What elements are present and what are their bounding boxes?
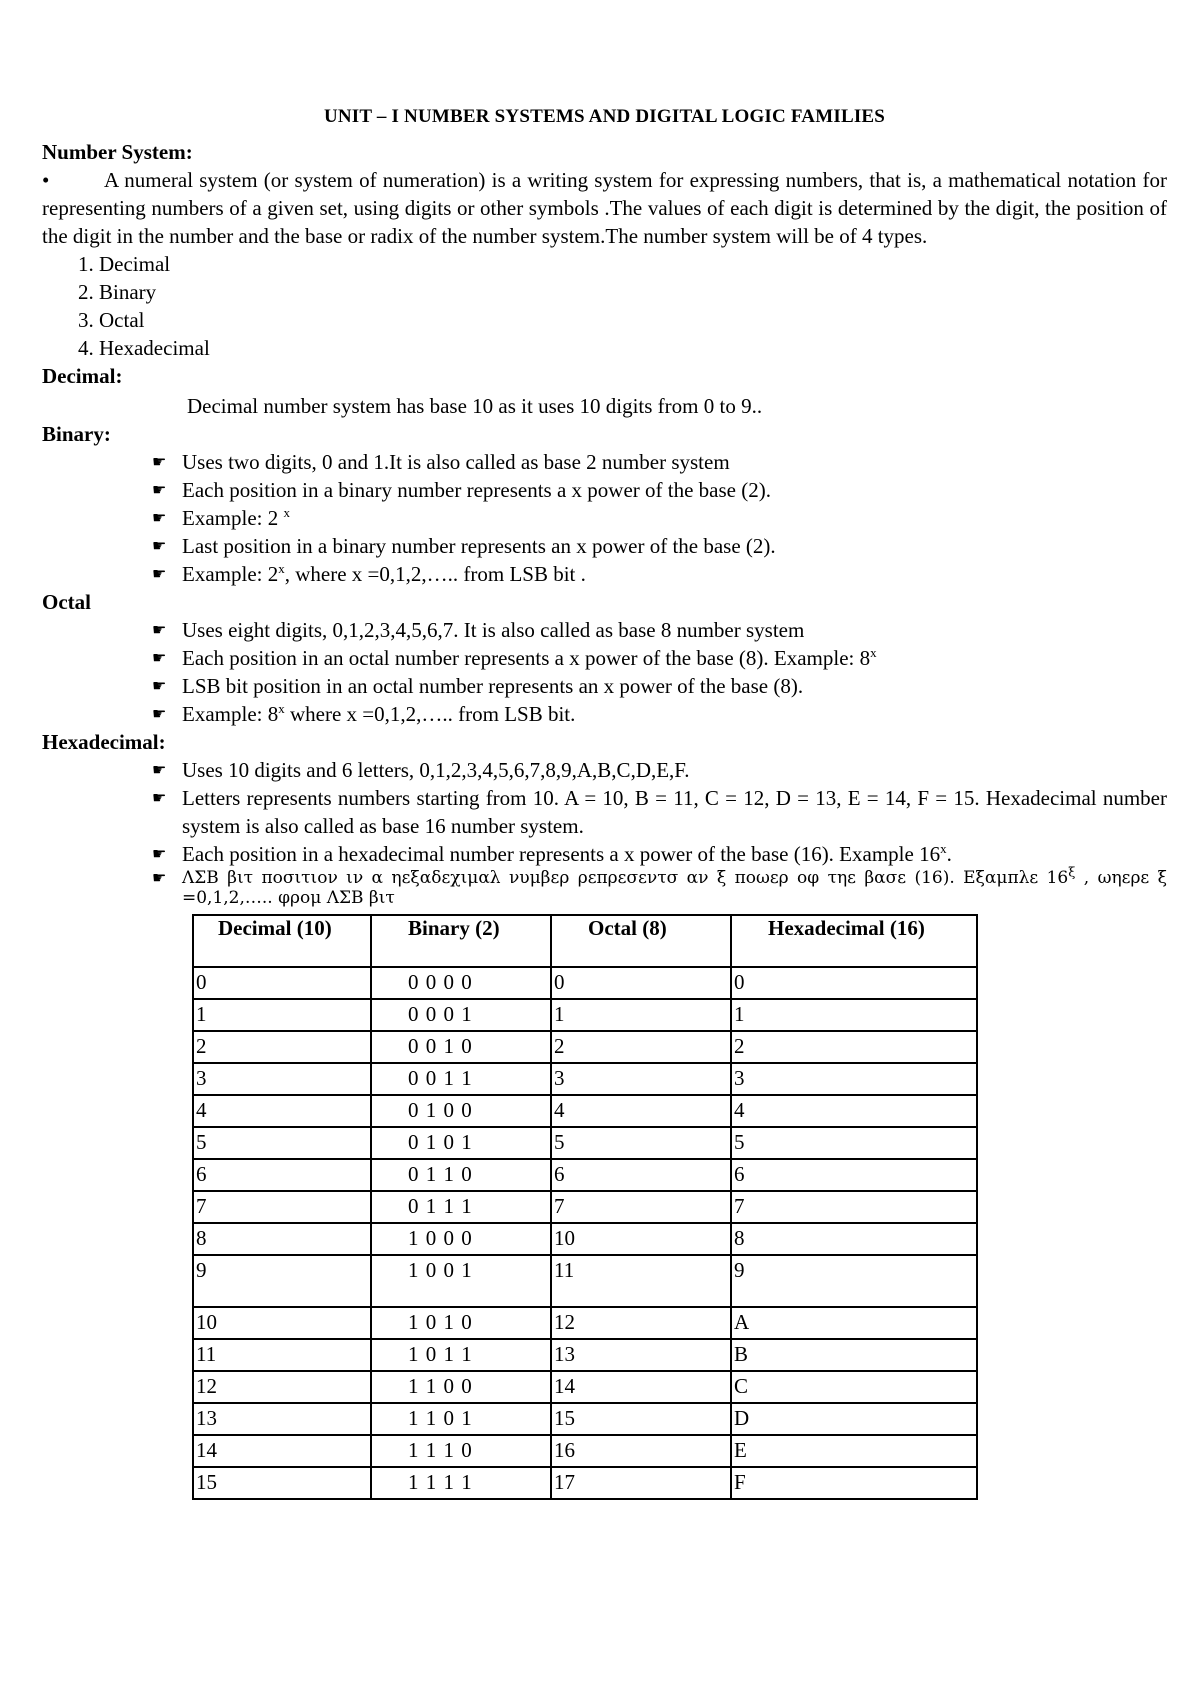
table-header-row (193, 915, 977, 967)
cell-decimal: 13 (193, 1403, 371, 1435)
number-system-heading: Number System: (42, 140, 193, 164)
number-system-text: A numeral system (or system of numeration) is a writing system for expressing numbers, that is, a mathematical notation for representing numbers of a given set, using digits or other symbols .The values of each digit is determined by the digit, the position of the digit in the number and the base or radix of the number system.The number system will be of 4 types. (42, 168, 1167, 248)
cell-octal: 11 (551, 1255, 731, 1307)
cell-octal: 14 (551, 1371, 731, 1403)
list-item-text: where x =0,1,2,….. from LSB bit. (284, 702, 576, 726)
cell-binary: 0 1 1 0 (371, 1159, 551, 1191)
pointing-hand-icon: ☛ (152, 760, 167, 779)
cell-hexadecimal: D (731, 1403, 977, 1435)
cell-hexadecimal: 7 (731, 1191, 977, 1223)
pointing-hand-icon: ☛ (152, 676, 167, 695)
list-item-text: Each position in an octal number represents a x power of the base (8). Example: 8 (182, 646, 871, 670)
cell-octal: 4 (551, 1095, 731, 1127)
cell-hexadecimal: 0 (731, 967, 977, 999)
pointing-hand-icon: ☛ (152, 788, 167, 807)
cell-hexadecimal: 9 (731, 1255, 977, 1307)
type-item: 3. Octal (78, 308, 145, 332)
number-system-paragraph (42, 166, 1167, 250)
list-item-text: Example: 2 (182, 562, 279, 586)
hexadecimal-heading: Hexadecimal: (42, 730, 166, 754)
list-item (150, 476, 1167, 504)
cell-octal: 2 (551, 1031, 731, 1063)
cell-octal: 6 (551, 1159, 731, 1191)
table-row (193, 1127, 977, 1159)
cell-binary: 1 0 1 0 (371, 1307, 551, 1339)
cell-hexadecimal: A (731, 1307, 977, 1339)
list-item-text: Last position in a binary number represents an x power of the base (2). (182, 534, 776, 558)
table-row (193, 1371, 977, 1403)
cell-decimal: 4 (193, 1095, 371, 1127)
cell-binary: 1 1 0 0 (371, 1371, 551, 1403)
cell-decimal: 14 (193, 1435, 371, 1467)
table-row (193, 1339, 977, 1371)
pointing-hand-icon: ☛ (152, 508, 167, 527)
table-row (193, 1063, 977, 1095)
table-row (193, 1095, 977, 1127)
octal-heading: Octal (42, 590, 91, 614)
cell-decimal: 9 (193, 1255, 371, 1307)
cell-octal: 15 (551, 1403, 731, 1435)
list-item-text: Each position in a binary number represents a x power of the base (2). (182, 478, 771, 502)
table-row (193, 1159, 977, 1191)
cell-decimal: 7 (193, 1191, 371, 1223)
cell-octal: 16 (551, 1435, 731, 1467)
decimal-text: Decimal number system has base 10 as it uses 10 digits from 0 to 9.. (187, 394, 763, 418)
list-item-text: Example: 8 (182, 702, 279, 726)
table-row (193, 1191, 977, 1223)
cell-binary: 1 1 0 1 (371, 1403, 551, 1435)
cell-decimal: 5 (193, 1127, 371, 1159)
list-item (150, 644, 1167, 672)
garbled-text: ΛΣΒ βιτ ποσιτιον ιν α ηεξαδεχιμαλ νυμβερ ρεπρεσεντσ αν ξ ποωερ οφ τηε βασε (16). Εξαμπλε 16 (182, 868, 1069, 888)
cell-octal: 5 (551, 1127, 731, 1159)
cell-hexadecimal: C (731, 1371, 977, 1403)
list-item (150, 532, 1167, 560)
list-item-text: Uses 10 digits and 6 letters, 0,1,2,3,4,5,6,7,8,9,A,B,C,D,E,F. (182, 758, 690, 782)
cell-decimal: 1 (193, 999, 371, 1031)
list-item (150, 504, 1167, 532)
list-item-text: Each position in a hexadecimal number represents a x power of the base (16). Example 16 (182, 842, 941, 866)
cell-hexadecimal: 1 (731, 999, 977, 1031)
table-row (193, 1467, 977, 1499)
list-item (150, 784, 1167, 840)
cell-hexadecimal: E (731, 1435, 977, 1467)
list-item (150, 756, 1167, 784)
binary-list (42, 448, 1167, 588)
table-row (193, 1403, 977, 1435)
table-row (193, 999, 977, 1031)
table-body (193, 967, 977, 1499)
type-item: 4. Hexadecimal (78, 336, 210, 360)
cell-octal: 10 (551, 1223, 731, 1255)
pointing-hand-icon: ☛ (152, 868, 167, 887)
cell-binary: 0 0 0 0 (371, 967, 551, 999)
pointing-hand-icon: ☛ (152, 536, 167, 555)
superscript: x (278, 561, 285, 576)
cell-binary: 0 0 0 1 (371, 999, 551, 1031)
bullet-dot: • (42, 168, 50, 192)
cell-hexadecimal: 8 (731, 1223, 977, 1255)
list-item (150, 560, 1167, 588)
list-item (150, 700, 1167, 728)
superscript: ξ (1068, 865, 1076, 881)
cell-octal: 3 (551, 1063, 731, 1095)
cell-hexadecimal: 5 (731, 1127, 977, 1159)
pointing-hand-icon: ☛ (152, 844, 167, 863)
cell-octal: 7 (551, 1191, 731, 1223)
list-item-text: Letters represents numbers starting from 10. A = 10, B = 11, C = 12, D = 13, E = 14, F = 15. Hexadecimal number system is also called as base 16 number system. (182, 786, 1167, 838)
cell-octal: 0 (551, 967, 731, 999)
column-header-hexadecimal: Hexadecimal (16) (731, 915, 977, 967)
pointing-hand-icon: ☛ (152, 704, 167, 723)
table-row (193, 1307, 977, 1339)
superscript: x (940, 841, 947, 856)
list-item (150, 672, 1167, 700)
list-item-text: Uses eight digits, 0,1,2,3,4,5,6,7. It is also called as base 8 number system (182, 618, 805, 642)
pointing-hand-icon: ☛ (152, 452, 167, 471)
cell-binary: 0 1 0 0 (371, 1095, 551, 1127)
cell-decimal: 3 (193, 1063, 371, 1095)
cell-decimal: 6 (193, 1159, 371, 1191)
cell-octal: 12 (551, 1307, 731, 1339)
cell-binary: 0 0 1 1 (371, 1063, 551, 1095)
cell-binary: 1 1 1 1 (371, 1467, 551, 1499)
cell-decimal: 2 (193, 1031, 371, 1063)
column-header-octal: Octal (8) (551, 915, 731, 967)
cell-octal: 1 (551, 999, 731, 1031)
cell-decimal: 0 (193, 967, 371, 999)
cell-hexadecimal: 3 (731, 1063, 977, 1095)
cell-octal: 17 (551, 1467, 731, 1499)
hexadecimal-list (42, 756, 1167, 908)
list-item-text: . (946, 842, 952, 866)
cell-hexadecimal: B (731, 1339, 977, 1371)
cell-binary: 1 1 1 0 (371, 1435, 551, 1467)
cell-hexadecimal: 6 (731, 1159, 977, 1191)
table-row (193, 1031, 977, 1063)
table-row (193, 1435, 977, 1467)
table-row (193, 1223, 977, 1255)
cell-decimal: 12 (193, 1371, 371, 1403)
list-item-text: LSB bit position in an octal number represents an x power of the base (8). (182, 674, 804, 698)
number-system-types-list (42, 250, 1167, 362)
pointing-hand-icon: ☛ (152, 620, 167, 639)
type-item: 1. Decimal (78, 252, 171, 276)
pointing-hand-icon: ☛ (152, 564, 167, 583)
column-header-binary: Binary (2) (371, 915, 551, 967)
column-header-decimal: Decimal (10) (193, 915, 371, 967)
list-item (150, 840, 1167, 868)
cell-binary: 0 1 1 1 (371, 1191, 551, 1223)
cell-hexadecimal: 4 (731, 1095, 977, 1127)
superscript: x (283, 505, 290, 520)
cell-decimal: 11 (193, 1339, 371, 1371)
octal-list (42, 616, 1167, 728)
list-item (150, 865, 1167, 908)
type-item: 2. Binary (78, 280, 157, 304)
cell-decimal: 10 (193, 1307, 371, 1339)
decimal-heading: Decimal: (42, 364, 123, 388)
cell-hexadecimal: F (731, 1467, 977, 1499)
cell-decimal: 15 (193, 1467, 371, 1499)
list-item-text: Uses two digits, 0 and 1.It is also called as base 2 number system (182, 450, 730, 474)
cell-hexadecimal: 2 (731, 1031, 977, 1063)
superscript: x (278, 701, 285, 716)
table-row (193, 967, 977, 999)
superscript: x (870, 645, 877, 660)
list-item (150, 616, 1167, 644)
garbled-text: , ωηερε ξ =0,1,2,….. φρομ ΛΣΒ βιτ (182, 868, 1167, 908)
list-item (150, 448, 1167, 476)
document-page (42, 104, 1167, 1500)
list-item-text: Example: 2 (182, 506, 279, 530)
number-conversion-table (192, 914, 978, 1500)
page-title: UNIT – I NUMBER SYSTEMS AND DIGITAL LOGIC FAMILIES (323, 106, 886, 127)
cell-binary: 1 0 0 0 (371, 1223, 551, 1255)
table-row (193, 1255, 977, 1307)
cell-decimal: 8 (193, 1223, 371, 1255)
cell-binary: 1 0 0 1 (371, 1255, 551, 1307)
binary-heading: Binary: (42, 422, 111, 446)
cell-octal: 13 (551, 1339, 731, 1371)
cell-binary: 1 0 1 1 (371, 1339, 551, 1371)
pointing-hand-icon: ☛ (152, 648, 167, 667)
list-item-text: , where x =0,1,2,….. from LSB bit . (284, 562, 586, 586)
pointing-hand-icon: ☛ (152, 480, 167, 499)
cell-binary: 0 0 1 0 (371, 1031, 551, 1063)
cell-binary: 0 1 0 1 (371, 1127, 551, 1159)
